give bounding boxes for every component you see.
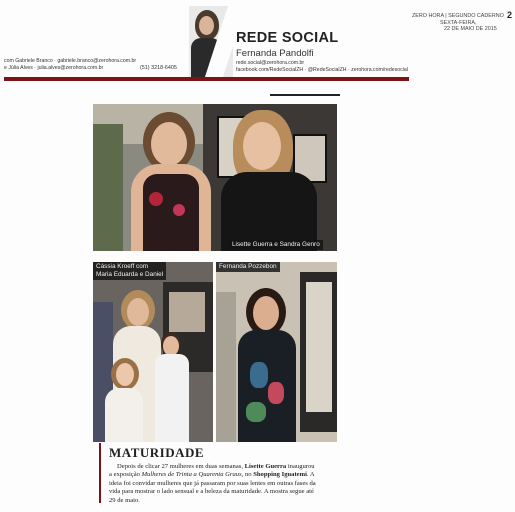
photo-fernanda — [216, 262, 337, 442]
issue-date: 22 DE MAIO DE 2015 — [444, 26, 497, 32]
article-text: . A ideia foi convidar mulheres que já passaram por suas lentes em outras fases da vida para mostrar o lado sensual e a beleza da maturidade. A mostra segue até 29 de maio. — [109, 471, 316, 504]
page-number: 2 — [507, 10, 513, 20]
column-title: REDE SOCIAL — [236, 30, 339, 46]
article-text: Depois de clicar 27 mulheres em duas semanas, — [117, 463, 245, 470]
header-rule — [4, 77, 409, 81]
columnist-name: Fernanda Pandolfi — [236, 48, 314, 59]
photo-caption: Lisette Guerra e Sandra Genro — [229, 240, 323, 250]
caption-line: Maria Eduarda e Daniel — [96, 271, 164, 278]
article-title: MATURIDADE — [109, 445, 205, 460]
columnist-social: facebook.com/RedeSocialZH · @RedeSocialZH · zerohora.com/redesocial — [236, 67, 408, 73]
caption-line: Cássia Kroeff com — [96, 263, 149, 270]
photo-caption: Fernanda Pozzebon — [216, 262, 280, 272]
article-body — [109, 463, 319, 505]
article-text: inaugurou a exposição — [109, 463, 315, 479]
contact-line: e Júlia Alves · julia.alves@zerohora.com.br — [4, 65, 104, 71]
columnist-email: rede.social@zerohora.com.br — [236, 60, 305, 66]
photo-caption — [93, 262, 166, 280]
columnist-photo — [189, 6, 233, 78]
contact-credits — [4, 58, 136, 72]
article-name: Lisette Guerra — [244, 463, 287, 470]
divider — [270, 94, 340, 96]
article-place: Shopping Iguatemi — [253, 471, 307, 479]
phone-number: (51) 3218-6405 — [140, 65, 177, 71]
photo-lisette-sandra — [93, 104, 337, 251]
paper-section: ZERO HORA | SEGUNDO CADERNO — [412, 13, 504, 19]
photo-cassia-family — [93, 262, 213, 442]
weekday: SEXTA-FEIRA, — [440, 20, 477, 26]
article-text: , no — [241, 471, 254, 479]
article-rule — [99, 443, 101, 503]
exhibition-title: Mulheres de Trinta a Quarenta Graus — [141, 471, 242, 479]
contact-line: com Gabriele Branco · gabriele.branco@zerohora.com.br — [4, 58, 137, 64]
